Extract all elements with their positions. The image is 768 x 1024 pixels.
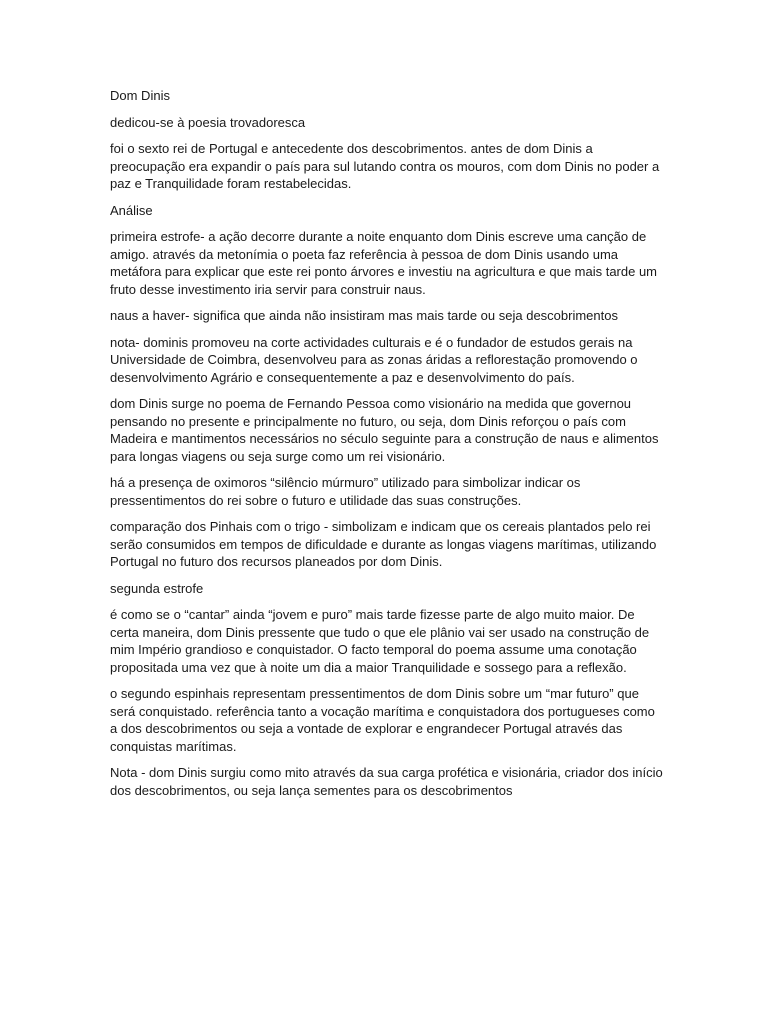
paragraph-oximoros: há a presença de oximoros “silêncio múrmuro” utilizado para simbolizar indicar os pressentimentos do rei sobre o futuro e utilidade das suas construções. bbox=[110, 475, 581, 508]
section-heading-segunda-estrofe: segunda estrofe bbox=[110, 580, 204, 596]
paragraph-primeira-estrofe: primeira estrofe- a ação decorre durante a noite enquanto dom Dinis escreve uma canção de amigo. através da metonímia o poeta faz referência à pessoa de dom Dinis usando uma metáfora para explicar que este rei ponto árvores e investiu na agricultura e que mais tarde um fruto desse investimento iria servir para construir naus. bbox=[110, 229, 658, 297]
section-heading-analise: Análise bbox=[110, 202, 153, 218]
paragraph-naus-a-haver: naus a haver- significa que ainda não insistiram mas mais tarde ou seja descobrimentos bbox=[110, 308, 618, 323]
paragraph-nota-dominis: nota- dominis promoveu na corte actividades culturais e é o fundador de estudos gerais na Universidade de Coimbra, desenvolveu para as zonas áridas a reflorestação promovendo o desenvolvimento Agrário e consequentemente a paz e desenvolvimento do país. bbox=[110, 334, 638, 385]
paragraph-intro: dedicou-se à poesia trovadoresca bbox=[110, 114, 306, 130]
paragraph-visionario: dom Dinis surge no poema de Fernando Pessoa como visionário na medida que governou pensando no presente e principalmente no futuro, ou seja, dom Dinis reforçou o país com Madeira e mantimentos necessários no século seguinte para a construção de naus e alimentos para longas viagens ou seja surge como um rei visionário. bbox=[110, 396, 659, 464]
document-body bbox=[110, 87, 665, 808]
paragraph-nota-final: Nota - dom Dinis surgiu como mito através da sua carga profética e visionária, criador dos início dos descobrimentos, ou seja lança sementes para os descobrimentos bbox=[110, 765, 663, 798]
paragraph-espinhais: o segundo espinhais representam pressentimentos de dom Dinis sobre um “mar futuro” que será conquistado. referência tanto a vocação marítima e conquistadora dos portugueses como a dos descobrimentos ou seja a vontade de explorar e engrandecer Portugal através das conquistas marítimas. bbox=[110, 686, 655, 754]
document-title: Dom Dinis bbox=[110, 88, 170, 103]
paragraph-context: foi o sexto rei de Portugal e antecedente dos descobrimentos. antes de dom Dinis a preocupação era expandir o país para sul lutando contra os mouros, com dom Dinis no poder a paz e Tranquilidade foram restabelecidas. bbox=[110, 141, 660, 191]
paragraph-comparacao: comparação dos Pinhais com o trigo - simbolizam e indicam que os cereais plantados pelo rei serão consumidos em tempos de dificuldade e durante as longas viagens marítimas, utilizando Portugal no futuro dos recursos planeados por dom Dinis. bbox=[110, 519, 657, 569]
paragraph-cantar: é como se o “cantar” ainda “jovem e puro” mais tarde fizesse parte de algo muito maior. De certa maneira, dom Dinis pressente que tudo o que ele plânio vai ser usado na construção de mim Império grandioso e conquistador. O facto temporal do poema assume uma conotação propositada uma vez que à noite um dia a maior Tranquilidade e sossego para a reflexão. bbox=[110, 607, 650, 675]
